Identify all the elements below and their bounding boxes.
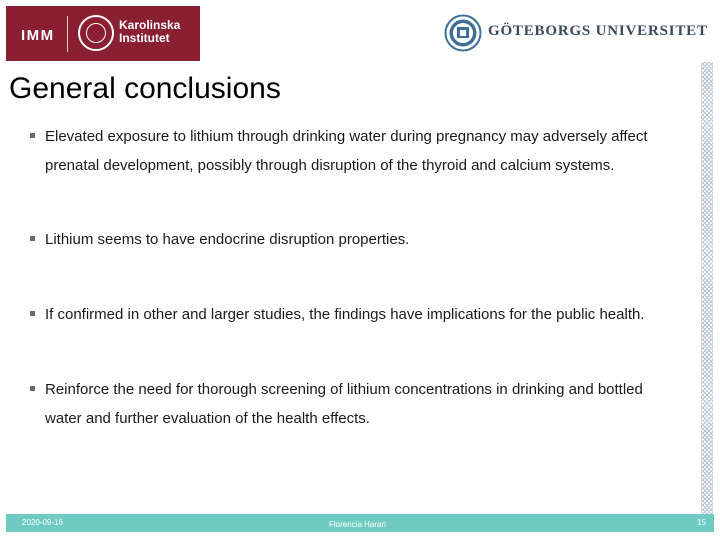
bullet-item — [30, 225, 680, 254]
bullet-text: Reinforce the need for thorough screening of lithium concentrations in drinking and bottled water and further evaluation of the health effects. — [45, 381, 643, 427]
bullet-text: Lithium seems to have endocrine disruption properties. — [45, 231, 410, 248]
goteborgs-universitet-name: GÖTEBORGS UNIVERSITET — [488, 23, 708, 39]
karolinska-seal-icon — [78, 15, 114, 51]
footer-page-number: 15 — [697, 518, 706, 527]
bullet-square-icon — [30, 236, 35, 241]
bullet-square-icon — [30, 311, 35, 316]
karolinska-logo — [6, 6, 200, 61]
footer-date: 2020-09-16 — [22, 518, 63, 527]
bullet-square-icon — [30, 133, 35, 138]
bullet-list — [30, 122, 680, 433]
slide-title: General conclusions — [9, 72, 281, 105]
footer-bar — [6, 514, 714, 532]
imm-logo-text: IMM — [21, 27, 55, 44]
karolinska-name-line1: Karolinska — [119, 18, 181, 32]
bullet-square-icon — [30, 386, 35, 391]
decorative-pattern-band — [701, 62, 713, 517]
bullet-item — [30, 375, 680, 433]
footer-author: Florencia Harari — [329, 520, 386, 529]
karolinska-name-line2: Institutet — [119, 31, 170, 45]
bullet-item — [30, 300, 680, 329]
karolinska-name — [119, 19, 180, 45]
bullet-text: If confirmed in other and larger studies, the findings have implications for the public health. — [45, 306, 645, 323]
goteborgs-seal-icon — [444, 14, 482, 52]
seal-inner-ring — [86, 23, 106, 43]
bullet-text: Elevated exposure to lithium through drinking water during pregnancy may adversely affect prenatal development, possibly through disruption of the thyroid and calcium systems. — [45, 128, 648, 174]
logo-divider — [67, 16, 68, 52]
bullet-item — [30, 122, 680, 180]
